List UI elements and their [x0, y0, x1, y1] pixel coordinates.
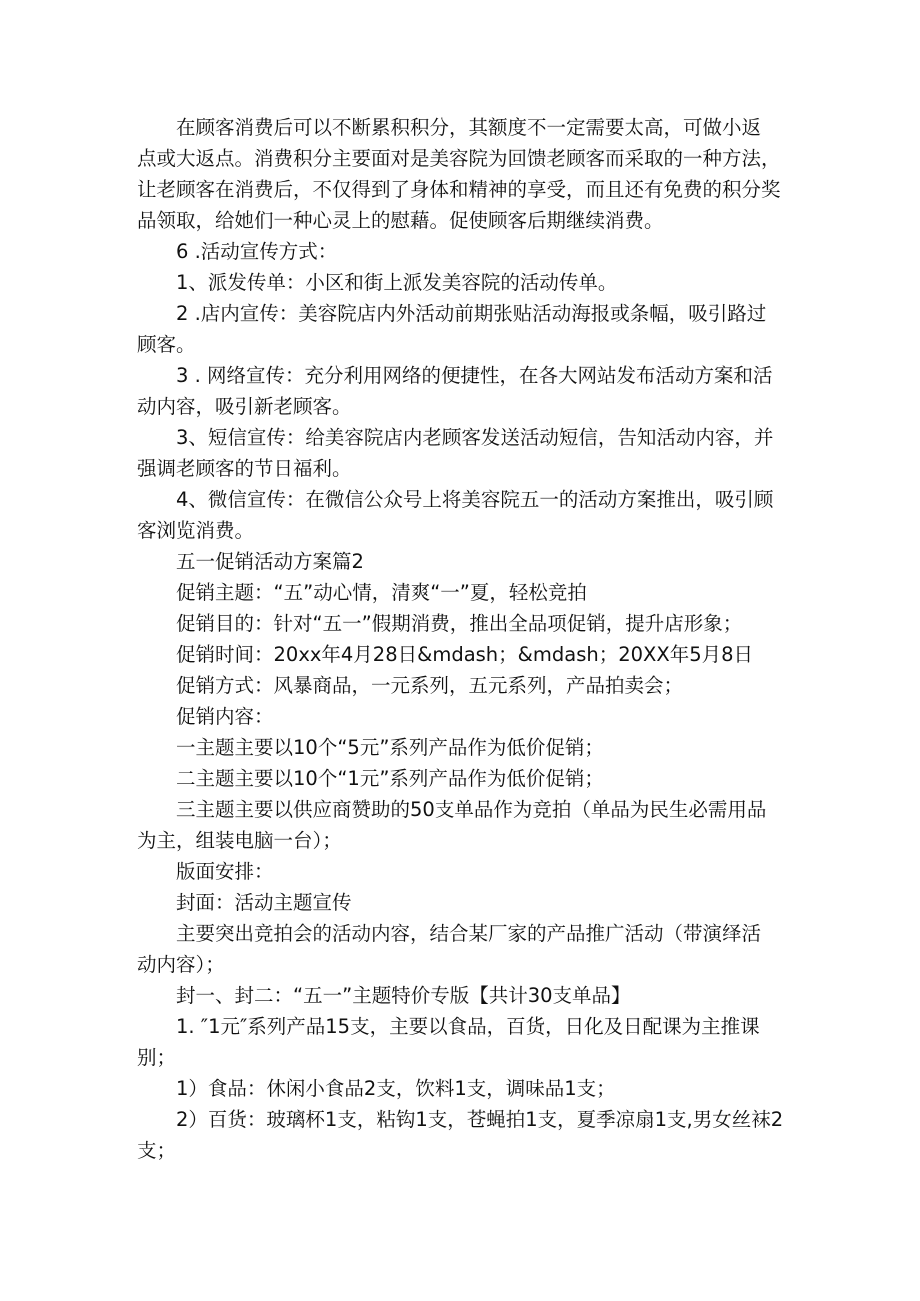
article-section-title: 五一促销活动方案篇2 [176, 550, 364, 573]
layout-arrangement-heading: 版面安排： [176, 860, 274, 883]
one-yuan-series-item-continuation: 别； [137, 1046, 177, 1069]
promotion-theme: 促销主题：“五”动心情，清爽“一”夏，轻松竞拍 [176, 581, 587, 604]
list-item-flyers: 1、派发传单：小区和街上派发美容院的活动传单。 [176, 271, 618, 294]
paragraph-line-1: 在顾客消费后可以不断累积积分，其额度不一定需要太高，可做小返 [176, 116, 762, 139]
list-item-store-publicity-continuation: 顾客。 [137, 333, 196, 356]
list-item-store-publicity: 2 .店内宣传：美容院店内外活动前期张贴活动海报或条幅，吸引路过 [176, 302, 767, 325]
cover-heading: 封面：活动主题宣传 [176, 891, 352, 914]
promotion-time: 促销时间：20xx年4月28日&mdash；&mdash；20XX年5月8日 [176, 643, 754, 666]
paragraph-line-2: 点或大返点。消费积分主要面对是美容院为回馈老顾客而采取的一种方法， [137, 147, 781, 170]
promotion-content-heading: 促销内容： [176, 705, 274, 728]
department-store-item-continuation: 支； [137, 1139, 177, 1162]
department-store-item: 2）百货：玻璃杯1支，粘钩1支，苍蝇拍1支，夏季凉扇1支,男女丝袜2 [176, 1108, 784, 1131]
special-offer-page-heading: 封一、封二：“五一”主题特价专版【共计30支单品】 [176, 984, 631, 1007]
list-item-online-publicity-continuation: 动内容，吸引新老顾客。 [137, 395, 352, 418]
promotion-content-item-3: 三主题主要以供应商赞助的50支单品作为竞拍（单品为民生必需用品 [176, 798, 767, 821]
list-item-sms-publicity: 3、短信宣传：给美容院店内老顾客发送活动短信，告知活动内容，并 [176, 426, 774, 449]
promotion-content-item-1: 一主题主要以10个“5元”系列产品作为低价促销； [176, 736, 604, 759]
list-item-wechat-publicity: 4、微信宣传：在微信公众号上将美容院五一的活动方案推出，吸引顾 [176, 488, 774, 511]
list-item-wechat-publicity-continuation: 客浏览消费。 [137, 519, 255, 542]
cover-description: 主要突出竞拍会的活动内容，结合某厂家的产品推广活动（带演绎活 [176, 922, 762, 945]
promotion-purpose: 促销目的：针对“五一”假期消费，推出全品项促销，提升店形象； [176, 612, 743, 635]
one-yuan-series-item: 1. ″1元″系列产品15支，主要以食品，百货，日化及日配课为主推课 [176, 1015, 760, 1038]
promotion-content-item-2: 二主题主要以10个“1元”系列产品作为低价促销； [176, 767, 604, 790]
paragraph-line-3: 让老顾客在消费后，不仅得到了身体和精神的享受，而且还有免费的积分奖 [137, 178, 781, 201]
document-body [137, 112, 797, 1166]
cover-description-continuation: 动内容）； [137, 953, 225, 976]
paragraph-line-4: 品领取，给她们一种心灵上的慰藉。促使顾客后期继续消费。 [137, 209, 664, 232]
promotion-content-item-3-continuation: 为主，组装电脑一台）； [137, 829, 342, 852]
list-item-sms-publicity-continuation: 强调老顾客的节日福利。 [137, 457, 352, 480]
food-item: 1）食品：休闲小食品2支，饮料1支，调味品1支； [176, 1077, 616, 1100]
promotion-method: 促销方式：风暴商品，一元系列，五元系列，产品拍卖会； [176, 674, 684, 697]
list-item-online-publicity: 3 . 网络宣传：充分利用网络的便捷性，在各大网站发布活动方案和活 [176, 364, 773, 387]
section-heading-promotion-methods: 6 .活动宣传方式： [176, 240, 338, 263]
